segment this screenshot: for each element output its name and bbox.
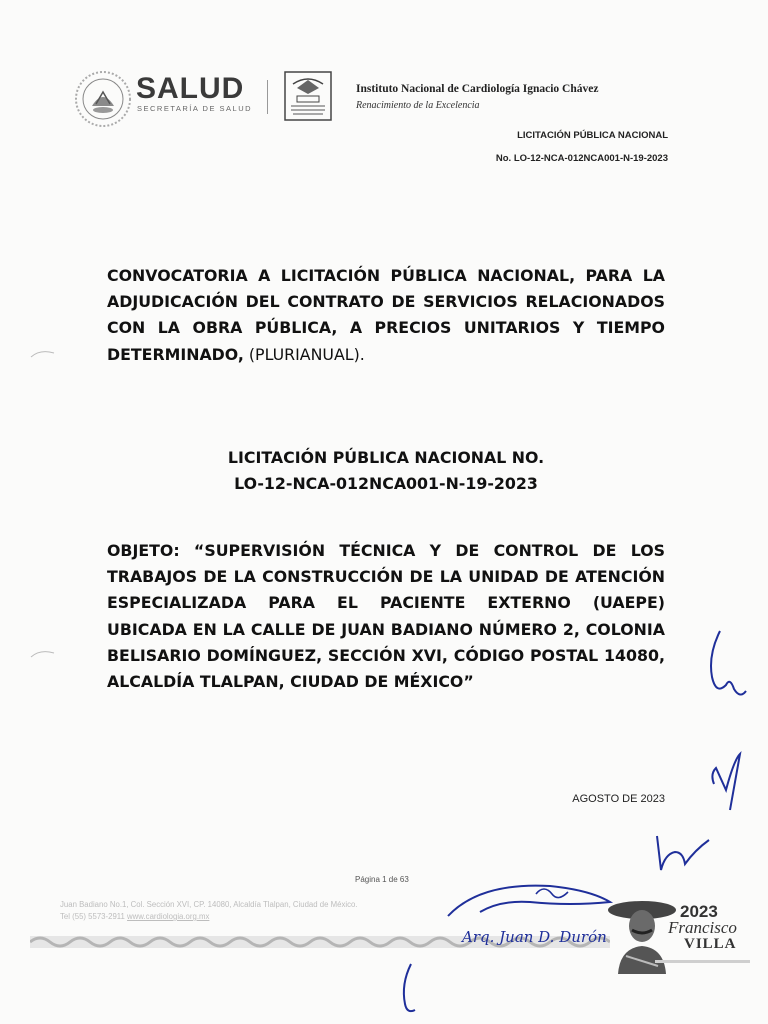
licitacion-title-line1: LICITACIÓN PÚBLICA NACIONAL NO. bbox=[227, 448, 545, 467]
convocatoria-paragraph bbox=[107, 263, 665, 368]
convocatoria-plain-text: (PLURIANUAL). bbox=[243, 344, 365, 364]
header-licitacion-label: LICITACIÓN PÚBLICA NACIONAL bbox=[517, 130, 668, 141]
villa-year: 2023 bbox=[680, 902, 718, 921]
page-number: Página 1 de 63 bbox=[355, 875, 409, 884]
institute-motto: Renacimiento de la Excelencia bbox=[356, 100, 480, 111]
header-divider bbox=[267, 80, 268, 114]
convocatoria-bold-text: CONVOCATORIA A LICITACIÓN PÚBLICA NACIONAL, PARA LA ADJUDICACIÓN DEL CONTRATO DE SERVICIOS RELACIONADOS CON LA OBRA PÚBLICA, A PRECIOS UNITARIOS Y TIEMPO DETERMINADO, bbox=[107, 266, 665, 364]
margin-mark bbox=[28, 345, 58, 365]
villa-underline bbox=[655, 960, 750, 963]
villa-name: Francisco bbox=[668, 918, 737, 937]
signature-text: Arq. Juan D. Durón bbox=[462, 928, 607, 946]
document-date: AGOSTO DE 2023 bbox=[572, 793, 665, 805]
licitacion-title bbox=[100, 445, 672, 497]
handwritten-initial-mark bbox=[645, 830, 715, 880]
objeto-paragraph: OBJETO: “SUPERVISIÓN TÉCNICA Y DE CONTROL DE LOS TRABAJOS DE LA CONSTRUCCIÓN DE LA UNIDAD DE ATENCIÓN ESPECIALIZADA PARA EL PACIENTE EXTERNO (UAEPE) UBICADA EN LA CALLE DE JUAN BADIANO NÚMERO 2, COLONIA BELISARIO DOMÍNGUEZ, SECCIÓN XVI, CÓDIGO POSTAL 14080, ALCALDÍA TLALPAN, CIUDAD DE MÉXICO” bbox=[107, 541, 665, 692]
footer-contact bbox=[60, 912, 209, 921]
footer-website-link[interactable]: www.cardiologia.org.mx bbox=[127, 912, 210, 921]
institute-name: Instituto Nacional de Cardiología Ignacio Chávez bbox=[356, 83, 599, 95]
header-licitacion-number: No. LO-12-NCA-012NCA001-N-19-2023 bbox=[495, 153, 668, 164]
handwritten-initial-mark bbox=[700, 750, 750, 820]
cardiology-institute-logo-icon bbox=[283, 70, 333, 122]
handwritten-initial-mark bbox=[700, 625, 750, 705]
mexico-coat-of-arms-icon bbox=[74, 70, 132, 128]
villa-surname: VILLA bbox=[684, 936, 737, 952]
footer-address: Juan Badiano No.1, Col. Sección XVI, CP. 14080, Alcaldía Tlalpan, Ciudad de México. bbox=[60, 900, 358, 909]
margin-mark bbox=[28, 645, 58, 665]
salud-subtitle: SECRETARÍA DE SALUD bbox=[137, 104, 253, 113]
footer-phone: Tel (55) 5573-2911 bbox=[60, 912, 125, 921]
handwritten-initial-mark bbox=[395, 960, 425, 1020]
licitacion-title-line2: LO-12-NCA-012NCA001-N-19-2023 bbox=[234, 474, 538, 494]
salud-wordmark: SALUD bbox=[136, 72, 245, 105]
